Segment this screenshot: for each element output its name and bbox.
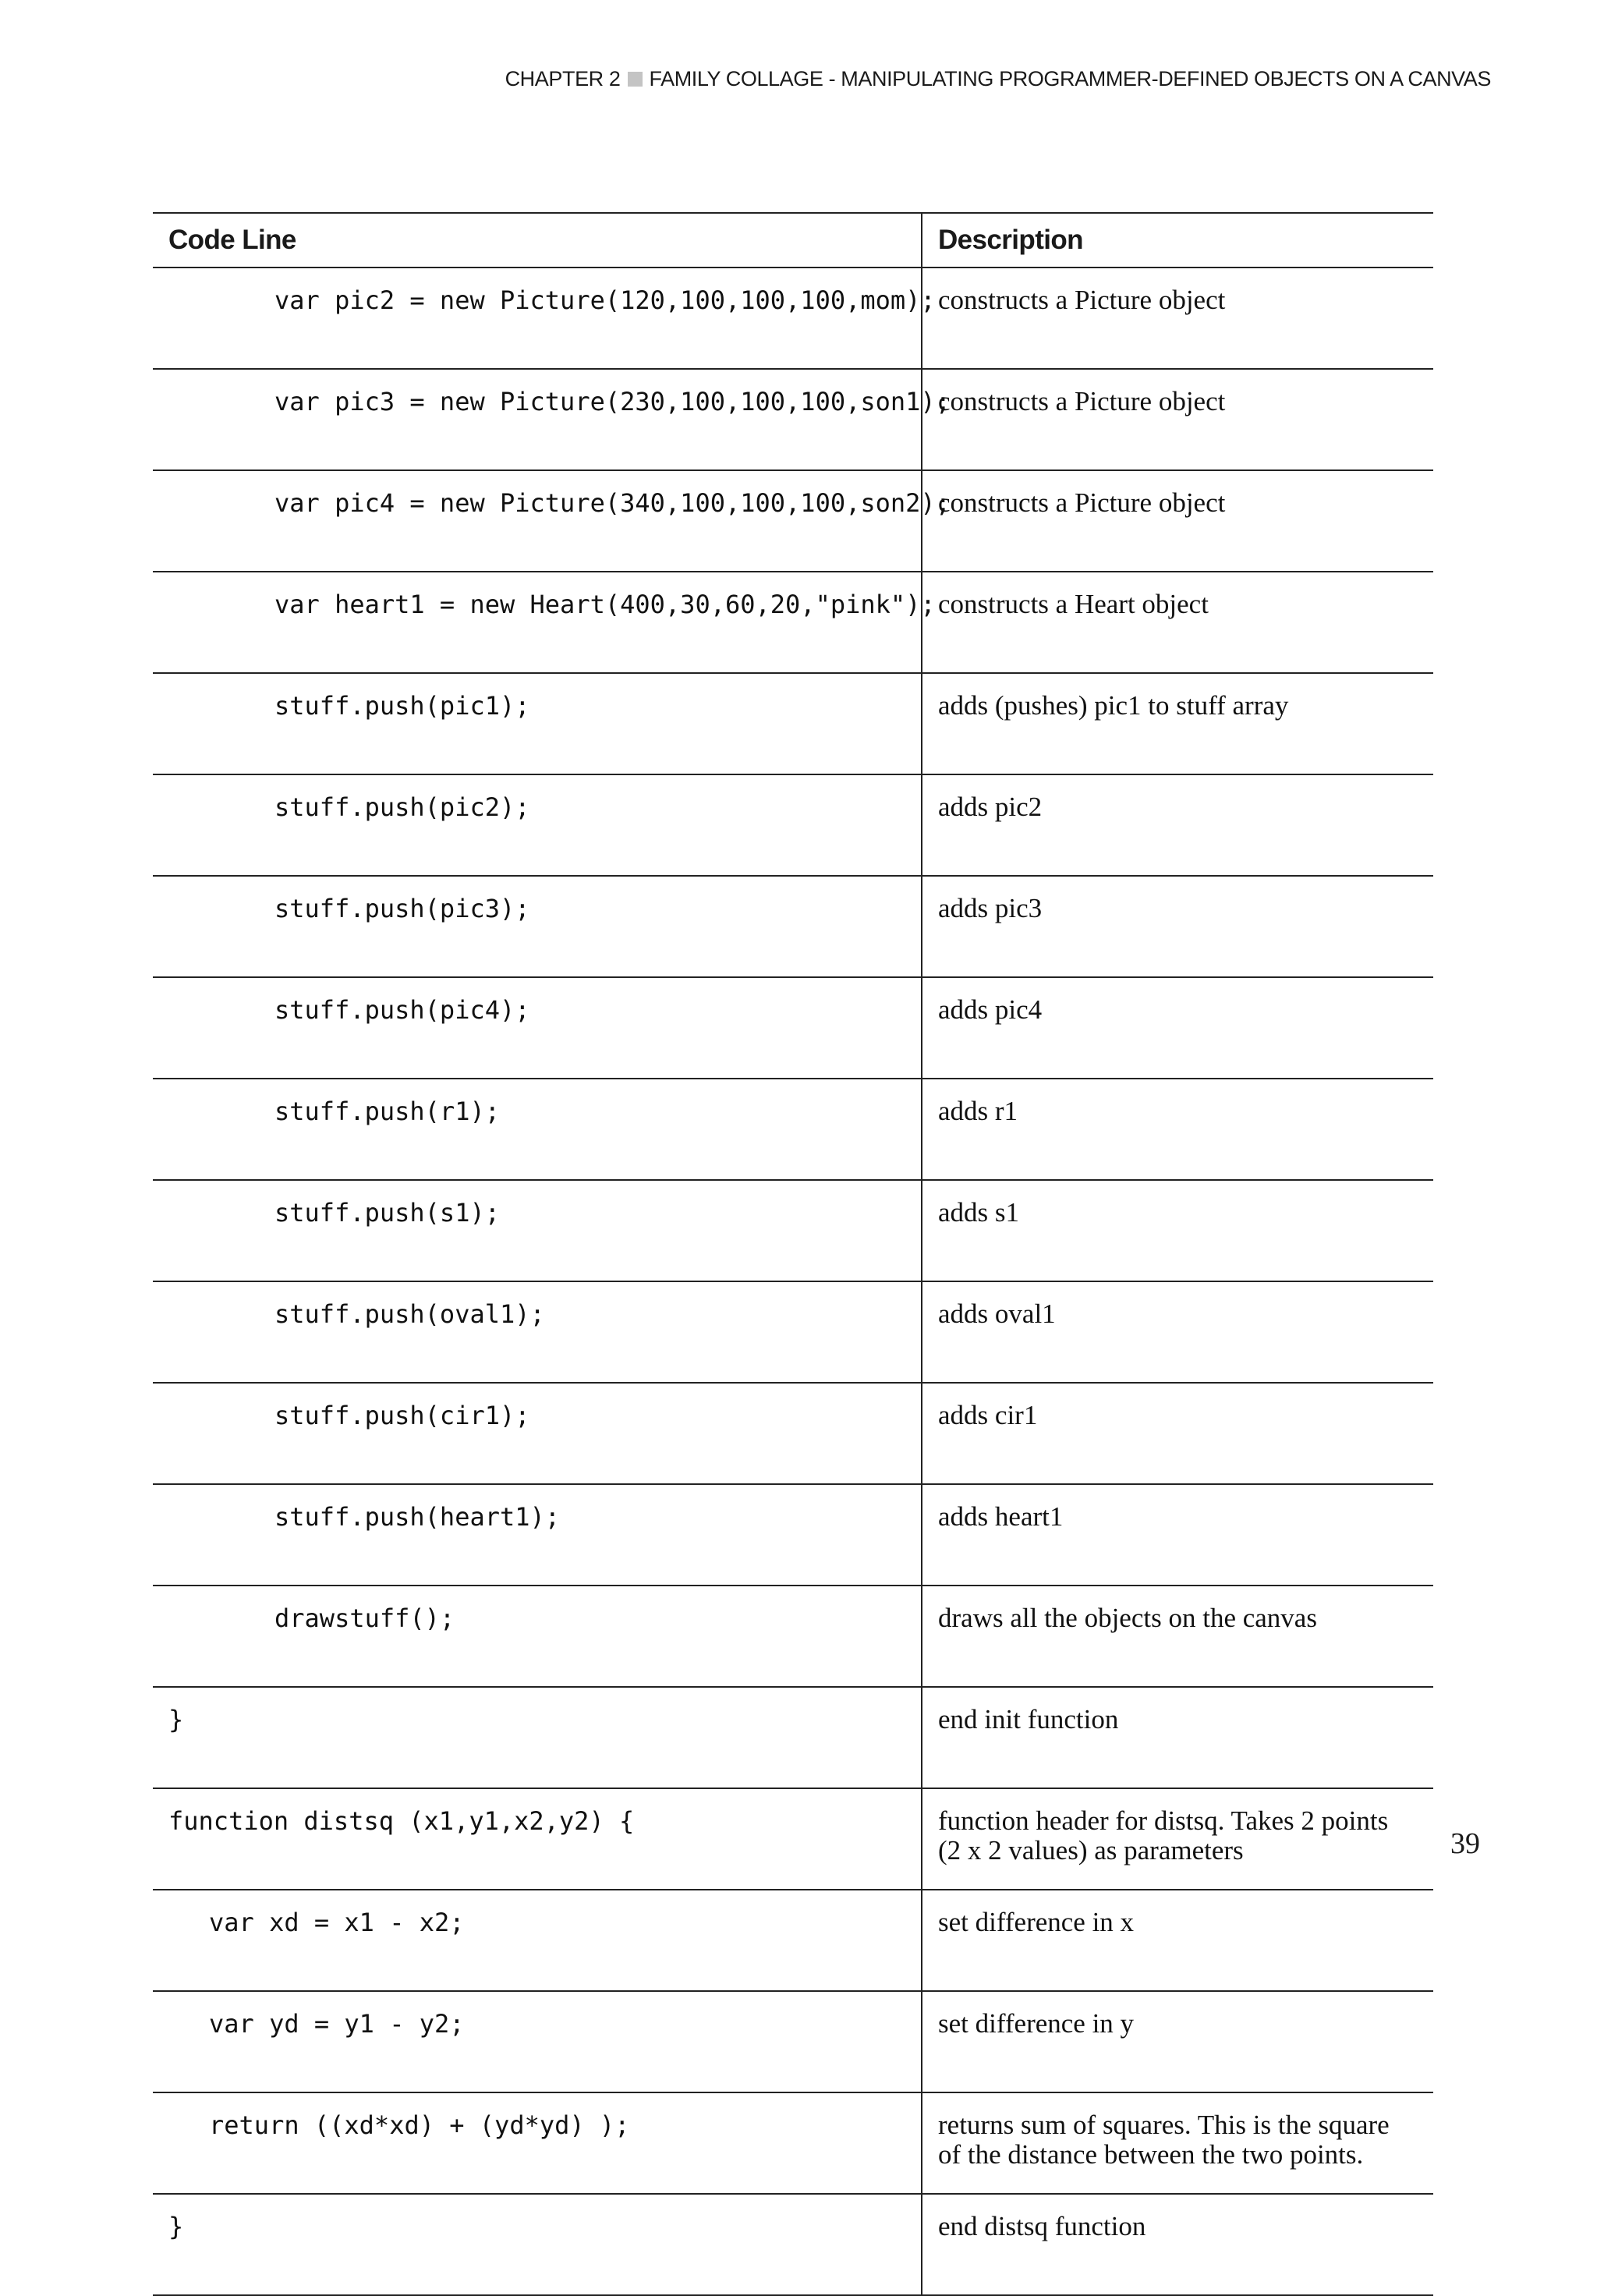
table-row	[153, 1687, 1433, 1788]
code-cell: function distsq (x1,y1,x2,y2) {	[168, 1806, 635, 1836]
description-cell: adds heart1	[922, 1484, 1433, 1586]
code-cell: stuff.push(pic4);	[274, 995, 530, 1025]
code-cell: }	[168, 1705, 184, 1734]
page-number: 39	[1450, 1827, 1480, 1860]
code-cell: stuff.push(r1);	[274, 1097, 500, 1126]
description-cell: constructs a Heart object	[922, 572, 1433, 673]
description-cell: adds cir1	[922, 1383, 1433, 1484]
chapter-title: FAMILY COLLAGE - MANIPULATING PROGRAMMER-DEFINED OBJECTS ON A CANVAS	[649, 67, 1491, 90]
description-cell: function header for distsq. Takes 2 points (2 x 2 values) as parameters	[922, 1788, 1433, 1890]
table-row	[153, 2092, 1433, 2194]
table-row	[153, 369, 1433, 470]
code-cell: }	[168, 2212, 184, 2241]
table-row	[153, 1383, 1433, 1484]
code-cell: stuff.push(oval1);	[274, 1299, 545, 1329]
table-row	[153, 1079, 1433, 1180]
table-row	[153, 1890, 1433, 1991]
table-row	[153, 2194, 1433, 2295]
table-row	[153, 268, 1433, 369]
table-row	[153, 1586, 1433, 1687]
description-cell: adds pic3	[922, 876, 1433, 977]
table-row	[153, 1484, 1433, 1586]
code-cell: var pic3 = new Picture(230,100,100,100,son1);	[274, 387, 951, 416]
description-cell: end distsq function	[922, 2194, 1433, 2295]
description-cell: adds pic4	[922, 977, 1433, 1079]
code-cell: var yd = y1 - y2;	[209, 2009, 465, 2039]
description-cell: set difference in y	[922, 1991, 1433, 2092]
description-cell: adds (pushes) pic1 to stuff array	[922, 673, 1433, 774]
code-cell: var pic2 = new Picture(120,100,100,100,mom);	[274, 285, 936, 315]
running-header	[505, 67, 1491, 91]
code-cell: stuff.push(heart1);	[274, 1502, 561, 1532]
table-row	[153, 470, 1433, 572]
description-cell: end init function	[922, 1687, 1433, 1788]
description-cell: constructs a Picture object	[922, 268, 1433, 369]
table-row	[153, 876, 1433, 977]
code-cell: stuff.push(s1);	[274, 1198, 500, 1228]
table-row	[153, 977, 1433, 1079]
code-cell: stuff.push(pic1);	[274, 691, 530, 721]
column-header-description: Description	[922, 213, 1433, 268]
code-cell: var xd = x1 - x2;	[209, 1908, 465, 1937]
chapter-label: CHAPTER 2	[505, 67, 621, 90]
table-row	[153, 1180, 1433, 1281]
code-cell: drawstuff();	[274, 1603, 455, 1633]
description-cell: constructs a Picture object	[922, 369, 1433, 470]
table-header-row	[153, 213, 1433, 268]
description-cell: adds s1	[922, 1180, 1433, 1281]
separator-square-icon	[628, 72, 643, 87]
table-row	[153, 774, 1433, 876]
table-row	[153, 1991, 1433, 2092]
table-row	[153, 1788, 1433, 1890]
code-description-table	[153, 212, 1433, 2296]
description-cell: adds r1	[922, 1079, 1433, 1180]
description-cell: set difference in x	[922, 1890, 1433, 1991]
description-cell: adds pic2	[922, 774, 1433, 876]
table-row	[153, 673, 1433, 774]
code-cell: stuff.push(pic3);	[274, 894, 530, 923]
code-cell: var heart1 = new Heart(400,30,60,20,"pink");	[274, 590, 936, 619]
table-row	[153, 572, 1433, 673]
description-cell: constructs a Picture object	[922, 470, 1433, 572]
code-cell: stuff.push(pic2);	[274, 792, 530, 822]
column-header-code: Code Line	[168, 225, 296, 255]
description-cell: returns sum of squares. This is the square of the distance between the two points.	[922, 2092, 1433, 2194]
code-cell: var pic4 = new Picture(340,100,100,100,son2);	[274, 488, 951, 518]
description-cell: adds oval1	[922, 1281, 1433, 1383]
code-cell: return ((xd*xd) + (yd*yd) );	[209, 2110, 630, 2140]
code-cell: stuff.push(cir1);	[274, 1401, 530, 1430]
table-row	[153, 1281, 1433, 1383]
description-cell: draws all the objects on the canvas	[922, 1586, 1433, 1687]
